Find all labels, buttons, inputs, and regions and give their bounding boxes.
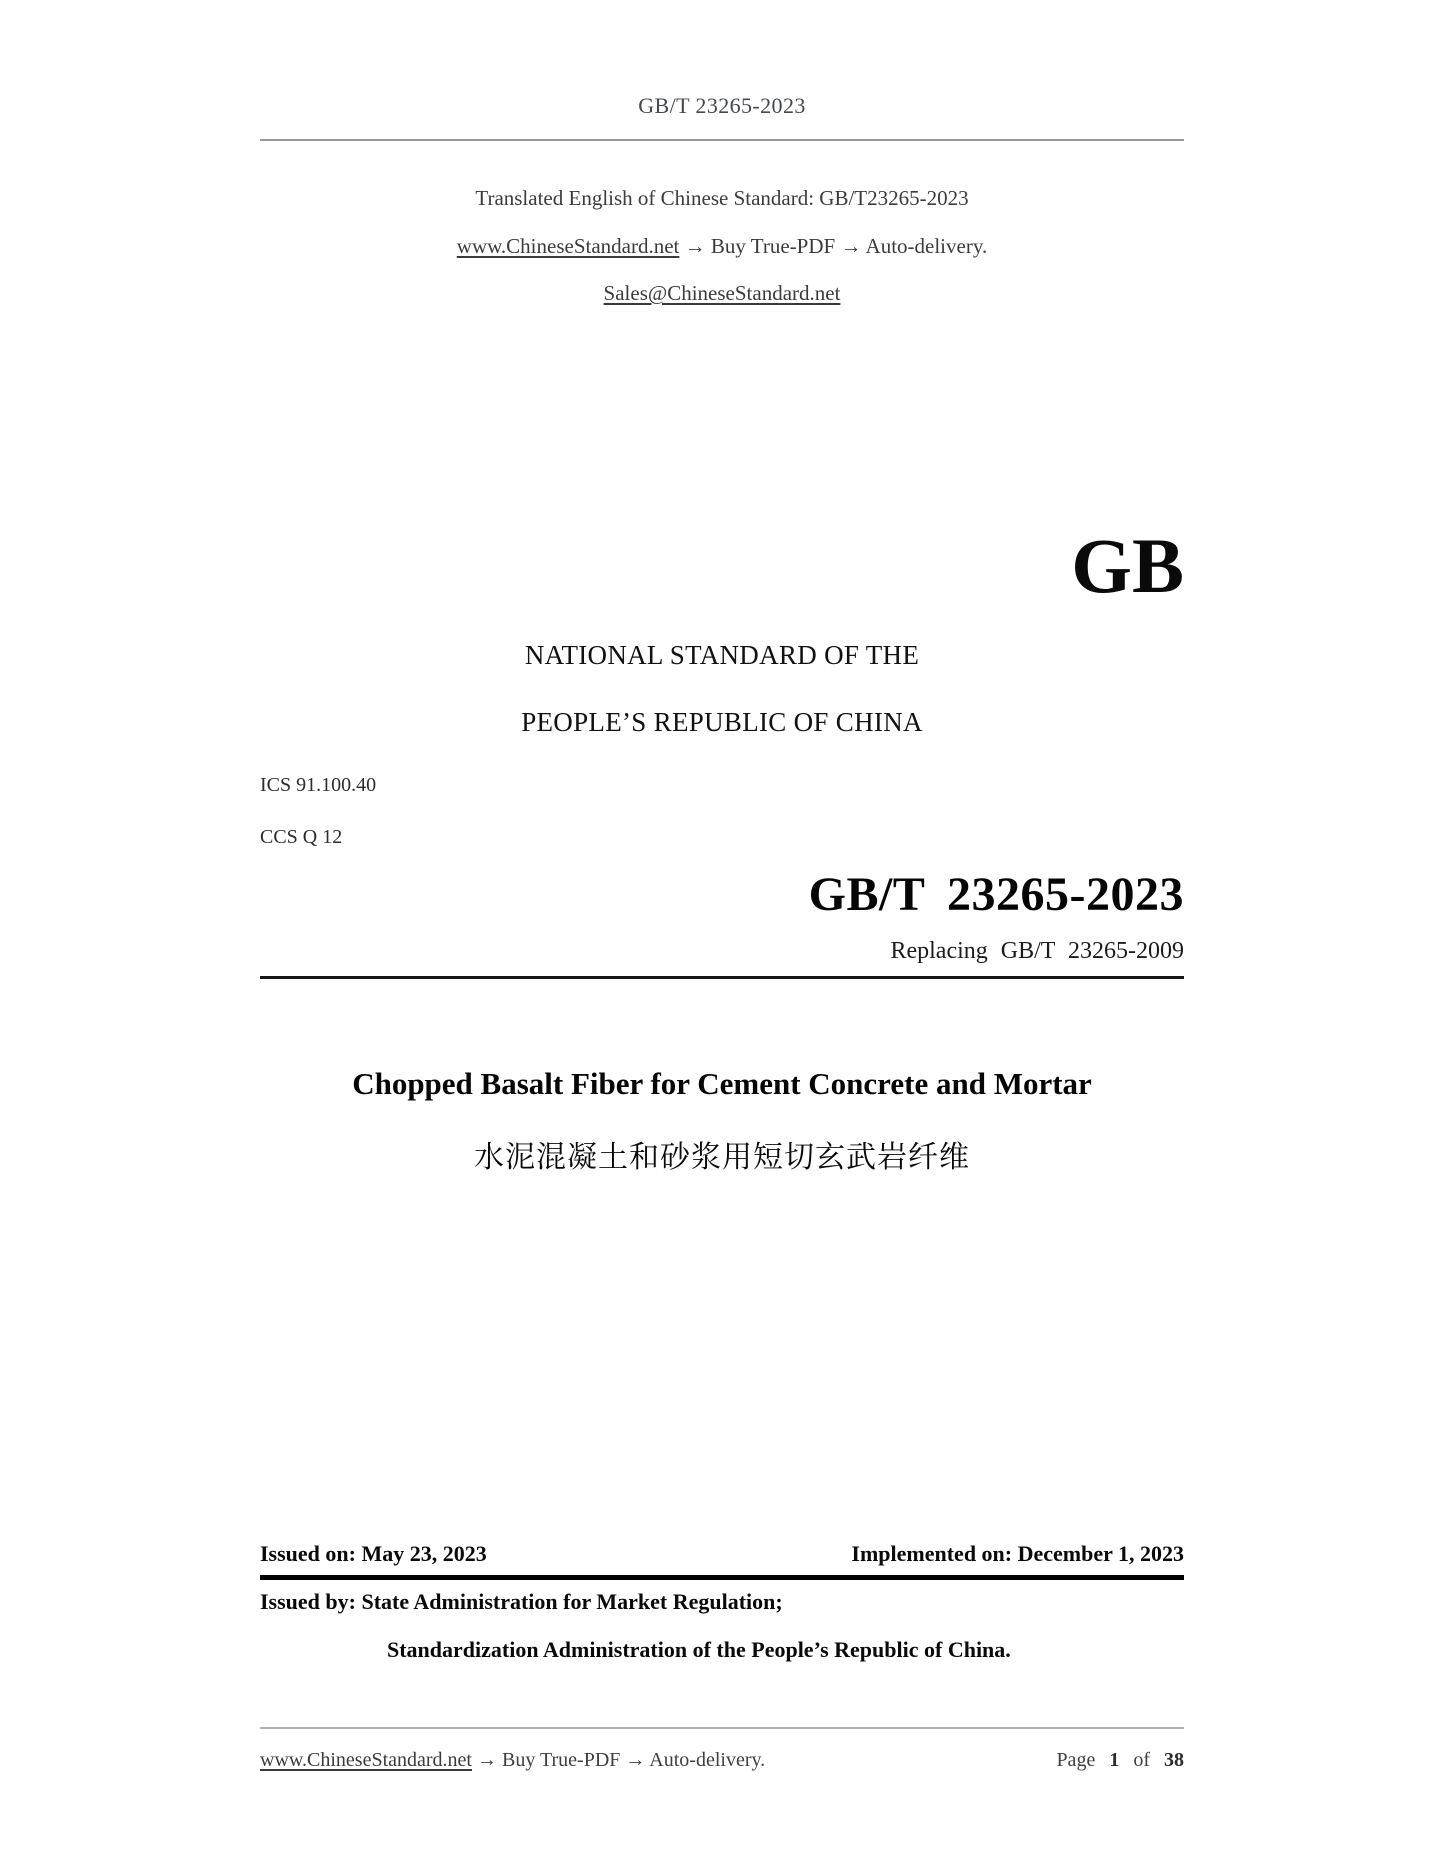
- issued-by-line: [260, 1589, 1184, 1615]
- replacing-note: Replacing GB/T 23265-2009: [890, 938, 1184, 964]
- issuer-primary-text: State Administration for Market Regulation;: [361, 1589, 783, 1614]
- national-standard-line1: NATIONAL STANDARD OF THE: [524, 640, 920, 670]
- footer-divider: [260, 1727, 1184, 1729]
- auto-delivery-text: Auto-delivery.: [649, 1749, 766, 1771]
- arrow-right-icon: →: [625, 1749, 646, 1771]
- issuance-divider: [260, 1575, 1184, 1580]
- issuer-secondary-text: Standardization Administration of the People’s Republic of China.: [387, 1637, 1011, 1662]
- footer-row: [260, 1749, 1184, 1772]
- page-indicator: [1056, 1749, 1184, 1772]
- implemented-on-text: Implemented on: December 1, 2023: [851, 1541, 1184, 1566]
- standard-number: GB/T 23265-2023: [808, 868, 1184, 921]
- issuance-dates-row: [260, 1541, 1184, 1567]
- page-current-number: 1: [1109, 1749, 1120, 1771]
- gb-logo: GB: [1071, 522, 1184, 609]
- header-doc-code: GB/T 23265-2023: [638, 93, 806, 118]
- header-divider: [260, 139, 1184, 141]
- masthead-divider: [260, 976, 1184, 979]
- page-total-number: 38: [1164, 1749, 1184, 1771]
- footer-site-line: [260, 1749, 765, 1772]
- issued-by-label: Issued by:: [260, 1589, 356, 1614]
- page-label: Page: [1056, 1749, 1096, 1771]
- site-banner-line: [260, 234, 1184, 259]
- ics-code: ICS 91.100.40: [260, 774, 377, 796]
- email-banner-line: [260, 281, 1184, 306]
- arrow-right-icon: →: [477, 1749, 497, 1771]
- page-of-label: of: [1133, 1749, 1150, 1771]
- document-title-chinese: 水泥混凝土和砂浆用短切玄武岩纤维: [474, 1140, 970, 1175]
- chinesestandard-site-link[interactable]: www.ChineseStandard.net: [456, 234, 680, 258]
- national-standard-line2: PEOPLE’S REPUBLIC OF CHINA: [521, 707, 923, 737]
- auto-delivery-text: Auto-delivery.: [865, 234, 988, 258]
- sales-email-link[interactable]: Sales@ChineseStandard.net: [603, 281, 841, 305]
- buy-true-pdf-text: Buy True-PDF: [710, 234, 836, 258]
- translated-standard-line: Translated English of Chinese Standard: GB/T23265-2023: [475, 186, 969, 210]
- chinesestandard-site-link[interactable]: www.ChineseStandard.net: [260, 1749, 472, 1771]
- issued-on-text: Issued on: May 23, 2023: [260, 1541, 487, 1566]
- ccs-code: CCS Q 12: [260, 826, 343, 848]
- document-title-english: Chopped Basalt Fiber for Cement Concrete and Mortar: [352, 1066, 1092, 1101]
- arrow-right-icon: →: [684, 234, 706, 258]
- buy-true-pdf-text: Buy True-PDF: [502, 1749, 621, 1771]
- arrow-right-icon: →: [840, 234, 862, 258]
